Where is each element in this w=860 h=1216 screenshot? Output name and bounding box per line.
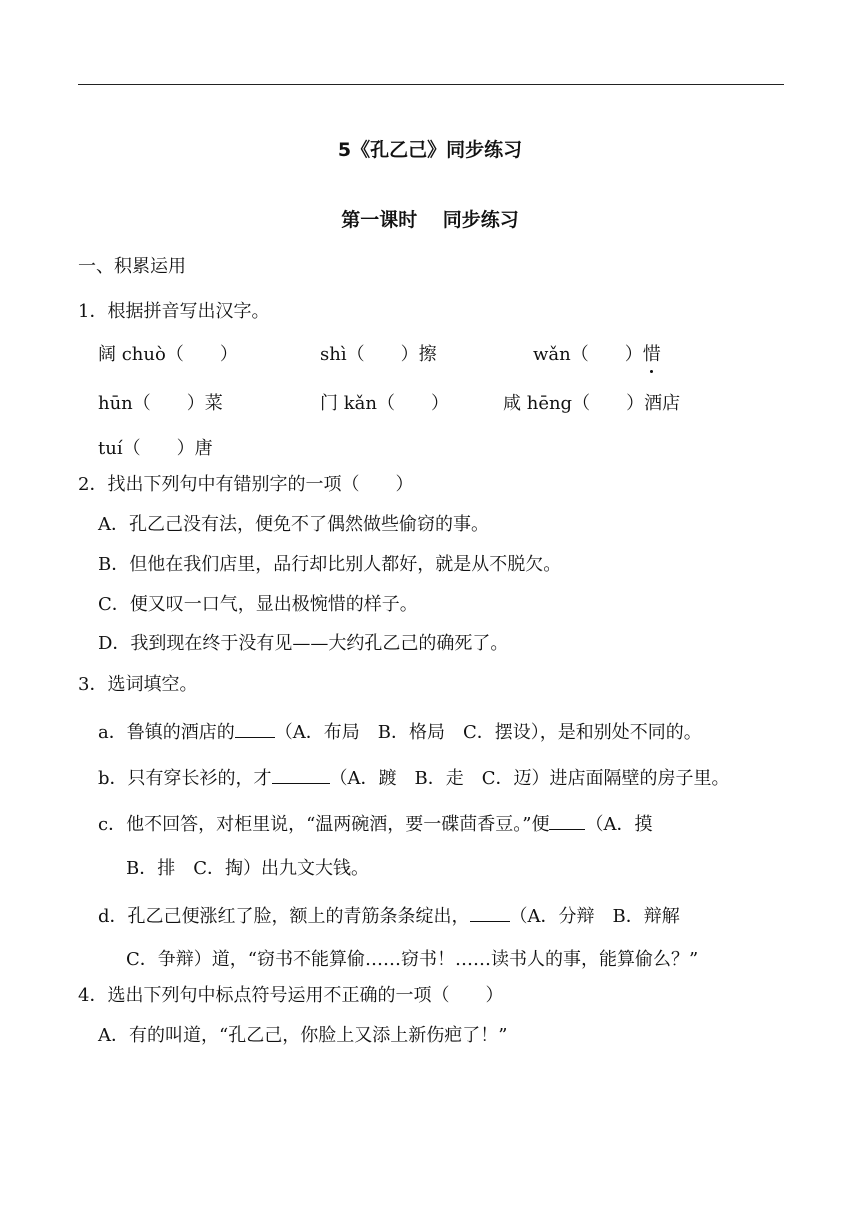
emphasis-char: 惜 — [642, 344, 661, 365]
lesson-subtitle: 第一课时 同步练习 — [341, 209, 519, 231]
question-2-option: B．但他在我们店里，品行却比别人都好，就是从不脱欠。 — [98, 554, 562, 575]
item-text: （A．分辩 B．辩解 — [509, 906, 680, 927]
question-3-stem: 3．选词填空。 — [78, 674, 198, 695]
question-3-item-c — [98, 811, 652, 837]
item-text: a．鲁镇的酒店的 — [98, 722, 235, 743]
question-4-stem: 4．选出下列句中标点符号运用不正确的一项（ ） — [78, 985, 504, 1006]
item-text: b．只有穿长衫的，才 — [98, 768, 272, 789]
item-text: d．孔乙己便涨红了脸，额上的青筋条条绽出， — [98, 906, 470, 927]
pinyin-item: tuí（ ）唐 — [98, 438, 213, 459]
question-3-item-d-continued: C．争辩）道，“窃书不能算偷……窃书！……读书人的事，能算偷么？” — [126, 949, 699, 970]
pinyin-item-text: wǎn（ ） — [533, 344, 643, 365]
question-2-option: D．我到现在终于没有见——大约孔乙己的确死了。 — [98, 633, 509, 654]
question-3-item-a — [98, 719, 702, 745]
item-text: c．他不回答，对柜里说，“温两碗酒，要一碟茴香豆。”便 — [98, 814, 550, 835]
pinyin-item: 阔 chuò（ ） — [98, 344, 238, 365]
pinyin-item: 咸 hēng（ ）酒店 — [503, 393, 681, 414]
question-2-option: A．孔乙己没有法，便免不了偶然做些偷窃的事。 — [98, 514, 489, 535]
answer-blank[interactable] — [470, 903, 510, 922]
header-rule — [78, 84, 784, 85]
item-text: （A．摸 — [585, 814, 653, 835]
question-2-option: C．便又叹一口气，显出极惋惜的样子。 — [98, 594, 418, 615]
section-heading: 一、积累运用 — [78, 256, 186, 277]
item-text: （A．布局 B．格局 C．摆设），是和别处不同的。 — [274, 722, 702, 743]
pinyin-item — [533, 343, 661, 367]
answer-blank[interactable] — [272, 765, 330, 784]
question-3-item-b — [98, 765, 730, 791]
pinyin-item: shì（ ）擦 — [320, 344, 437, 365]
question-3-item-d — [98, 903, 680, 929]
question-1-stem: 1．根据拼音写出汉字。 — [78, 301, 270, 322]
question-4-option: A．有的叫道，“孔乙己，你脸上又添上新伤疤了！” — [98, 1025, 508, 1046]
question-2-stem: 2．找出下列句中有错别字的一项（ ） — [78, 474, 414, 495]
item-text: （A．踱 B．走 C．迈）进店面隔壁的房子里。 — [329, 768, 730, 789]
answer-blank[interactable] — [235, 719, 275, 738]
answer-blank[interactable] — [549, 811, 585, 830]
pinyin-item: 门 kǎn（ ） — [320, 393, 449, 414]
pinyin-item: hūn（ ）菜 — [98, 393, 223, 414]
document-title: 5《孔乙己》同步练习 — [337, 139, 523, 161]
question-3-item-c-continued: B．排 C．掏）出九文大钱。 — [126, 858, 369, 879]
